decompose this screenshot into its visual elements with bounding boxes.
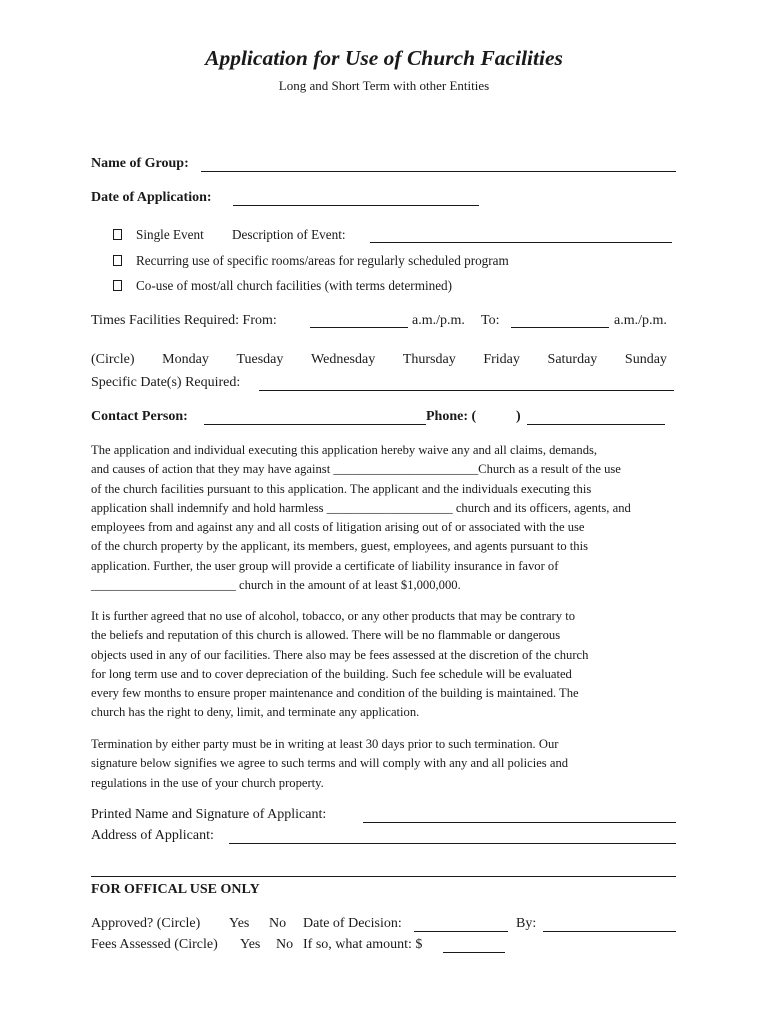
description-of-event-field[interactable] — [370, 242, 672, 243]
approved-no[interactable]: No — [269, 916, 287, 931]
contact-person-label: Contact Person: — [91, 409, 188, 424]
day-tuesday[interactable]: Tuesday — [236, 352, 284, 367]
paragraph-line: application shall indemnify and hold harmless ____________________ church and its officers, agents, and — [91, 500, 631, 515]
by-field[interactable] — [543, 931, 676, 932]
paragraph-line: The application and individual executing this application hereby waive any and all claims, demands, — [91, 443, 598, 457]
group-name-field[interactable] — [201, 171, 676, 172]
day-sunday[interactable]: Sunday — [624, 352, 667, 367]
day-friday[interactable]: Friday — [483, 352, 520, 367]
form-subtitle: Long and Short Term with other Entities — [278, 78, 490, 93]
printed-name-signature-label: Printed Name and Signature of Applicant: — [91, 807, 327, 822]
paragraph-line: Termination by either party must be in writing at least 30 days prior to such termination. Our — [91, 737, 559, 751]
paragraph-line: for long term use and to cover depreciation of the building. Such fee schedule will be evaluated — [91, 666, 572, 681]
time-to-field[interactable] — [511, 327, 609, 328]
day-wednesday[interactable]: Wednesday — [311, 352, 376, 367]
time-from-field[interactable] — [310, 327, 408, 328]
paragraph-line: objects used in any of our facilities. There also may be fees assessed at the discretion of the church — [91, 647, 589, 662]
fee-amount-label: If so, what amount: $ — [303, 937, 423, 952]
fee-amount-field[interactable] — [443, 952, 505, 953]
paragraph-line: regulations in the use of your church property. — [91, 775, 324, 790]
printed-name-signature-field[interactable] — [363, 822, 676, 823]
approved-yes[interactable]: Yes — [229, 916, 250, 931]
to-ampm-label: a.m./p.m. — [614, 313, 667, 328]
paragraph-line: every few months to ensure proper maintenance and condition of the building is maintained. The — [91, 686, 579, 701]
paragraph-line: signature below signifies we agree to such terms and will comply with any and all policies and — [91, 756, 569, 771]
by-label: By: — [516, 916, 537, 931]
fees-yes[interactable]: Yes — [240, 937, 261, 952]
from-ampm-label: a.m./p.m. — [412, 313, 465, 328]
date-of-decision-label: Date of Decision: — [303, 916, 402, 931]
paragraph-line: It is further agreed that no use of alcohol, tobacco, or any other products that may be contrary to — [91, 609, 575, 623]
usage-restrictions-paragraph — [91, 607, 681, 723]
paragraph-line: of the church property by the applicant, its members, guest, employees, and agents pursuant to this — [91, 539, 588, 554]
paragraph-line: employees from and against any and all costs of litigation arising out of or associated with the use — [91, 520, 585, 535]
group-name-label: Name of Group: — [91, 156, 189, 171]
paragraph-line: application. Further, the user group will provide a certificate of liability insurance in favor of — [91, 558, 559, 573]
official-use-heading: FOR OFFICAL USE ONLY — [91, 882, 260, 897]
day-thursday[interactable]: Thursday — [402, 352, 456, 367]
specific-dates-field[interactable] — [259, 390, 674, 391]
date-of-application-field[interactable] — [233, 205, 479, 206]
specific-dates-label: Specific Date(s) Required: — [91, 375, 241, 390]
days-circle-label: (Circle) — [91, 352, 135, 367]
fees-assessed-label: Fees Assessed (Circle) — [91, 937, 218, 952]
contact-person-field[interactable] — [204, 424, 426, 425]
co-use-checkbox[interactable] — [113, 280, 122, 291]
phone-label: Phone: ( — [426, 409, 477, 424]
paragraph-line: of the church facilities pursuant to this application. The applicant and the individuals executing this — [91, 481, 592, 496]
single-event-checkbox[interactable] — [113, 229, 122, 240]
phone-paren-close: ) — [516, 409, 521, 424]
date-of-application-label: Date of Application: — [91, 190, 212, 205]
address-field[interactable] — [229, 843, 676, 844]
date-of-decision-field[interactable] — [414, 931, 508, 932]
address-field-line-2[interactable] — [91, 876, 676, 877]
termination-paragraph — [91, 735, 681, 793]
form-title: Application for Use of Church Facilities — [205, 46, 563, 70]
recurring-use-checkbox[interactable] — [113, 255, 122, 266]
paragraph-line: _______________________ church in the amount of at least $1,000,000. — [91, 578, 461, 593]
phone-field[interactable] — [527, 424, 665, 425]
fees-no[interactable]: No — [276, 937, 294, 952]
days-row — [91, 352, 667, 368]
address-label: Address of Applicant: — [91, 828, 214, 843]
paragraph-line: church has the right to deny, limit, and terminate any application. — [91, 705, 420, 720]
to-label: To: — [481, 313, 500, 328]
times-required-label: Times Facilities Required: From: — [91, 313, 277, 328]
liability-waiver-paragraph — [91, 441, 681, 595]
co-use-label: Co-use of most/all church facilities (with terms determined) — [136, 278, 453, 293]
day-monday[interactable]: Monday — [162, 352, 209, 367]
recurring-use-label: Recurring use of specific rooms/areas for regularly scheduled program — [136, 253, 509, 268]
paragraph-line: the beliefs and reputation of this church is allowed. There will be no flammable or dangerous — [91, 628, 561, 643]
paragraph-line: and causes of action that they may have against _______________________Church as a result of the use — [91, 462, 621, 477]
single-event-label: Single Event — [136, 227, 204, 242]
day-saturday[interactable]: Saturday — [547, 352, 598, 367]
description-of-event-label: Description of Event: — [232, 227, 346, 242]
approved-label: Approved? (Circle) — [91, 916, 201, 931]
